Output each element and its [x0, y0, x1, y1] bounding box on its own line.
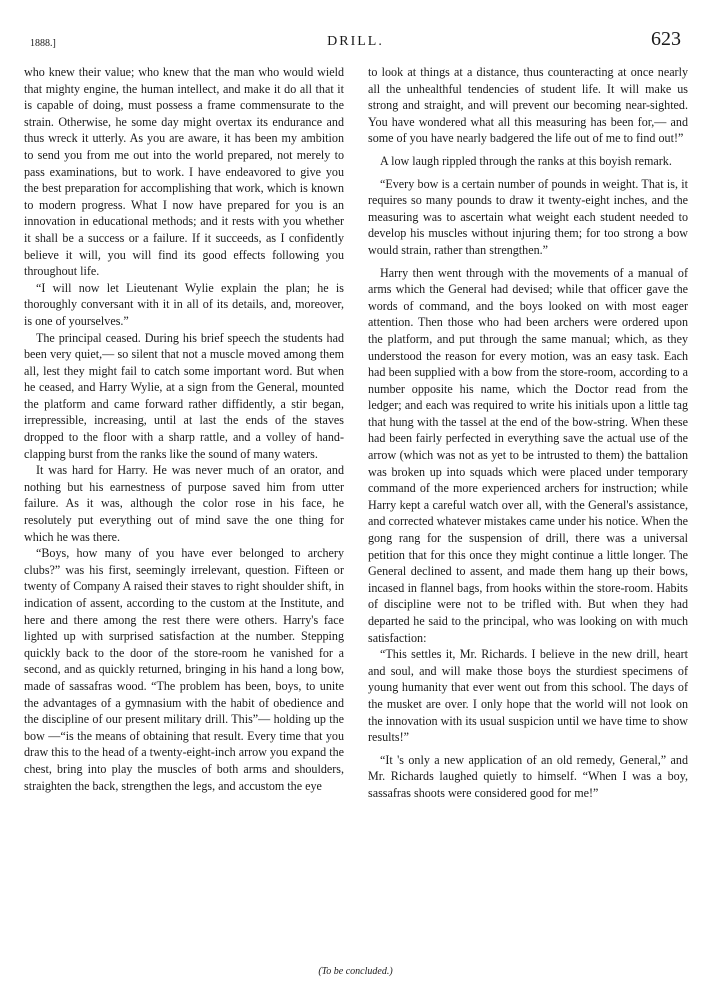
paragraph: “I will now let Lieutenant Wylie explain the plan; he is thoroughly conversant with it in all of its details, and, moreover, is one of yourselves.” — [24, 280, 344, 328]
paragraph: The principal ceased. During his brief speech the students had been very quiet,— so silent that not a muscle moved among them all, lest they might fail to catch some important word. But when he ceased, and Harry Wylie, at a sign from the General, mounted the platform and came forward rather diffidently, a stir began, irrepressible, increasing, until at last the ends of the staves dropped to the floor with a sharp rattle, and a volley of hand-clapping burst from the ranks like the sound of many waters. — [24, 330, 344, 461]
paragraph: “This settles it, Mr. Richards. I believe in the new drill, heart and soul, and will make those boys the sturdiest specimens of young humanity that ever went out from this school. The days of the musket are over. I only hope that the world will not look on the innovation with its usual suspicion until we have time to show results!” — [368, 647, 688, 745]
paragraph: It was hard for Harry. He was never much of an orator, and nothing but his earnestness of purpose saved him from utter failure. As it was, although the color rose in his face, he resolutely put everything out of mind save the one thing for which he was there. — [24, 463, 344, 544]
left-column — [24, 64, 344, 794]
paragraph: “Every bow is a certain number of pounds in weight. That is, it requires so many pounds to draw it twenty-eight inches, and the measuring was to ascertain what weight each student needed to develop his muscles without injuring them; for too strong a bow would strain, rather than strengthen.” — [368, 176, 688, 257]
paragraph: “Boys, how many of you have ever belonged to archery clubs?” was his first, seemingly irrelevant, question. Fifteen or twenty of Company A raised their staves to right shoulder shift, in indication of assent, according to the custom at the Institute, and here and there among the rest there were others. Harry's face lighted up with surprised satisfaction at the number. Stepping quickly back to the door of the store-room he vanished for a second, and as quickly returned, bringing in his hand a long bow, made of sassafras wood. “The problem has been, boys, to unite the advantages of a gymnasium with the habit of obedience and the discipline of our present military drill. This”— holding up the bow —“is the means of obtaining that result. Every time that you draw this to the head of a twenty-eight-inch arrow you expand the chest, bring into play the muscles of both arms and shoulders, straighten the back, strengthen the legs, and accustom the eye — [24, 546, 344, 793]
paragraph: “It 's only a new application of an old remedy, General,” and Mr. Richards laughed quietly to himself. “When I was a boy, sassafras shoots were considered good for me!” — [368, 752, 688, 800]
continuation-note: (To be concluded.) — [318, 966, 393, 977]
right-column — [368, 64, 688, 802]
paragraph: who knew their value; who knew that the man who would wield that mighty engine, the human intellect, and make it do all that it is capable of doing, must possess a frame commensurate to the strain. Otherwise, he some day might overtax its endurance and thus wreck it utterly. As you are aware, it has been my ambition to send you from me out into the world prepared, not merely to pass examinations, but to work. I have endeavored to give you the best preparation for accomplishing that work, which is known to modern progress. What I now have prepared for you is an innovation in educational methods; and it rests with you whether it shall be a success or a failure. If it succeeds, as I confidently believe it will, you will find its good effects following you throughout life. — [24, 65, 344, 279]
page-number: 623 — [651, 28, 681, 50]
header-year: 1888.] — [30, 38, 56, 49]
running-header — [30, 28, 681, 56]
paragraph: to look at things at a distance, thus counteracting at once nearly all the unhealthful tendencies of student life. It will make us strong and straight, and will prevent our becoming near-sighted. You have wondered what all this measuring has been for,— and some of you have nearly badgered the life out of me to find out!” — [368, 65, 688, 146]
paragraph: A low laugh rippled through the ranks at this boyish remark. — [380, 153, 672, 168]
header-title: DRILL. — [327, 34, 384, 49]
paragraph: Harry then went through with the movements of a manual of arms which the General had devised; while that officer gave the words of command, and the boys looked on with most eager attention. Then those who had been archers were ordered upon the platform, and put through the same manual; which, as they understood the reason for every motion, was an easy task. Each had been supplied with a bow from the store-room, according to a number opposite his name, which the Doctor read from the ledger; and each was required to write his initials upon a little tag that hung with the tassel at the end of the bow-string. When these had been fairly perfected in everything save the actual use of the arrow (which was not as yet to be intrusted to them) the battalion was broken up into squads which were placed under temporary command of the more experienced archers for instruction; while Harry kept a careful watch over all, with the General's assistance, and corrected whatever mistakes came under his notice. When the gong rang for the suspension of drill, there was a universal petition that for this once they might continue a little longer. The General declined to assent, and made them hang up their bows, incased in flannel bags, from hooks within the store-room. Habits of discipline were not to be trifled with. But when they had departed he said to the principal, who was looking on with much satisfaction: — [368, 265, 688, 645]
